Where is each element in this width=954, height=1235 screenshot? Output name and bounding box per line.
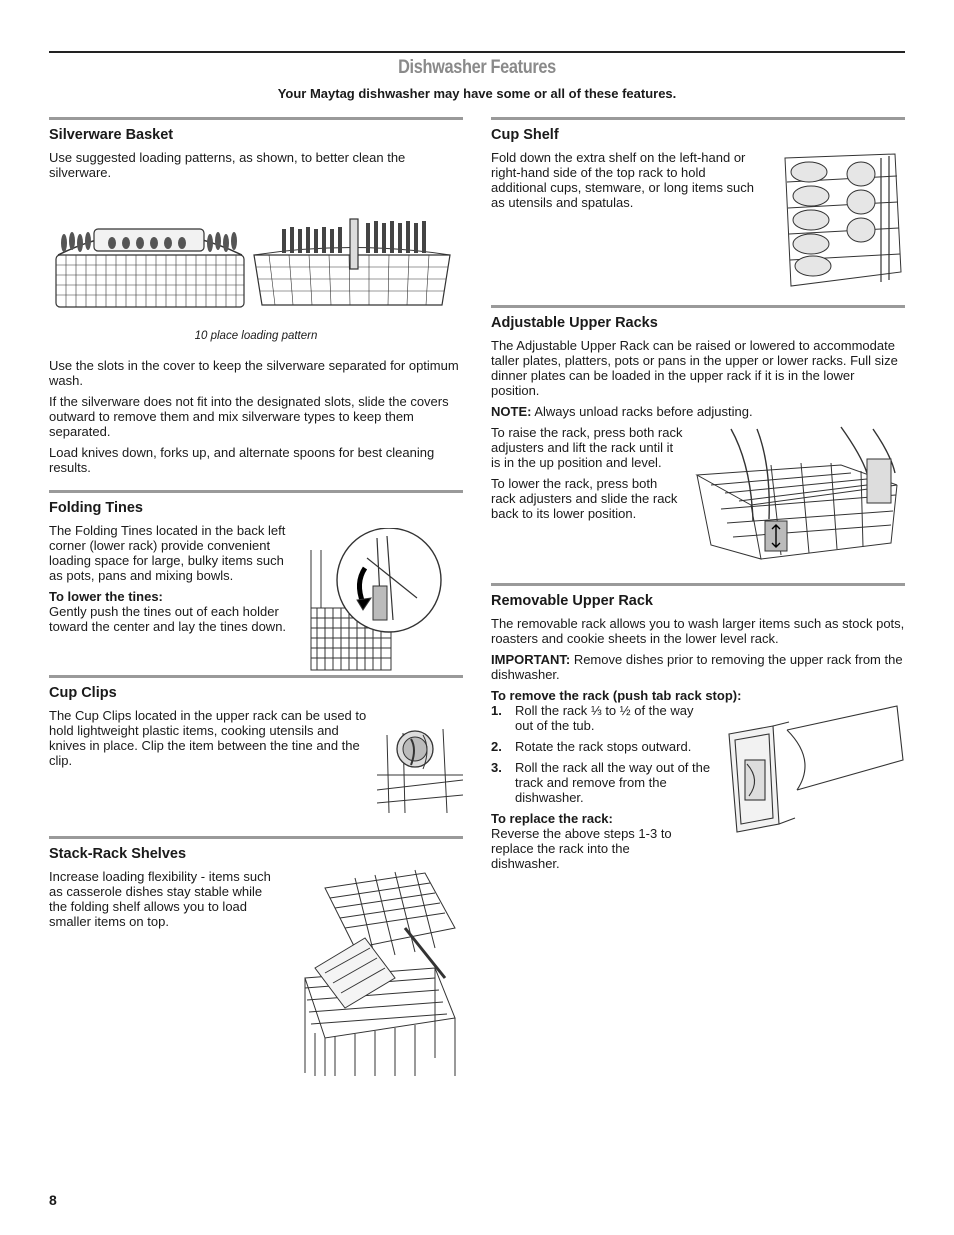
section-body: The Adjustable Upper Rack can be raised or lowered to accommodate taller plates, platters, pots or pans in the upper or lower racks. Full size dinner plates can be loaded in the upper rack if it is in the lower position.	[491, 338, 898, 398]
silverware-paragraph: Use the slots in the cover to keep the silverware separated for optimum wash.	[49, 358, 459, 388]
section-heading: Silverware Basket	[49, 127, 174, 143]
cup-clips-illustration	[377, 715, 463, 815]
note-paragraph	[491, 404, 905, 419]
step-text: Rotate the rack stops outward.	[515, 739, 692, 754]
silverware-paragraph: Load knives down, forks up, and alternate spoons for best cleaning results.	[49, 445, 435, 475]
section-rule	[491, 583, 905, 586]
note-text: Always unload racks before adjusting.	[531, 404, 753, 419]
step-item	[491, 703, 711, 733]
folding-tines-illustration	[307, 528, 457, 673]
silverware-notes	[49, 358, 463, 481]
section-rule	[491, 117, 905, 120]
raise-instruction: To raise the rack, press both rack adjusters and lift the rack until it is in the up position and level.	[491, 425, 683, 470]
replace-heading: To replace the rack:	[491, 811, 613, 826]
top-rule	[49, 51, 905, 53]
removable-rack-illustration	[727, 700, 905, 840]
important-paragraph	[491, 652, 905, 682]
section-rule	[49, 836, 463, 839]
section-body: Increase loading flexibility - items such as casserole dishes stay stable while the folding shelf allows you to load smaller items on top.	[49, 869, 271, 929]
step-number: 3.	[491, 760, 502, 775]
replace-text: Reverse the above steps 1-3 to replace the rack into the dishwasher.	[491, 826, 672, 871]
section-instruction: Gently push the tines out of each holder toward the center and lay the tines down.	[49, 604, 287, 634]
lower-instruction: To lower the rack, press both rack adjusters and slide the rack back to its lower position.	[491, 476, 678, 521]
section-rule	[49, 675, 463, 678]
section-heading: Cup Clips	[49, 685, 117, 701]
silverware-caption-block	[49, 330, 463, 342]
section-subheading: To lower the tines:	[49, 589, 163, 604]
page-number: 8	[49, 1192, 57, 1208]
step-number: 2.	[491, 739, 502, 754]
important-text: Remove dishes prior to removing the upper rack from the dishwasher.	[491, 652, 903, 682]
section-rule	[49, 117, 463, 120]
important-label: IMPORTANT:	[491, 652, 571, 667]
section-body: Use suggested loading patterns, as shown, to better clean the silverware.	[49, 150, 406, 180]
page-subtitle: Your Maytag dishwasher may have some or all of these features.	[277, 86, 677, 101]
step-text: Roll the rack ⅓ to ½ of the way out of the tub.	[515, 703, 694, 733]
page-title: Dishwasher Features	[398, 57, 556, 78]
section-body: The Cup Clips located in the upper rack can be used to hold lightweight plastic items, cooking utensils and knives in place. Clip the item between the tine and the clip.	[49, 708, 367, 768]
section-heading: Folding Tines	[49, 500, 143, 516]
section-heading: Adjustable Upper Racks	[491, 315, 658, 331]
stack-rack-illustration	[295, 868, 461, 1080]
cup-shelf-illustration	[781, 152, 905, 290]
silverware-caption: 10 place loading pattern	[194, 330, 318, 342]
section-heading: Stack-Rack Shelves	[49, 846, 187, 862]
step-number: 1.	[491, 703, 502, 718]
section-heading: Cup Shelf	[491, 127, 559, 143]
step-item	[491, 760, 711, 805]
section-body: The removable rack allows you to wash larger items such as stock pots, roasters and cookie sheets in the lower level rack.	[491, 616, 905, 646]
adjustable-rack-illustration	[691, 425, 903, 563]
section-body: The Folding Tines located in the back left corner (lower rack) provide convenient loading space for large, bulky items such as pots, pans and mixing bowls.	[49, 523, 286, 583]
section-heading: Removable Upper Rack	[491, 593, 653, 609]
silverware-basket-illustration	[54, 215, 454, 310]
step-item	[491, 739, 711, 754]
silverware-basket-section	[49, 117, 463, 186]
step-text: Roll the rack all the way out of the track and remove from the dishwasher.	[515, 760, 711, 805]
note-label: NOTE:	[491, 404, 532, 419]
remove-steps	[491, 703, 711, 805]
remove-heading: To remove the rack (push tab rack stop):	[491, 688, 742, 703]
section-body: Fold down the extra shelf on the left-hand or right-hand side of the top rack to hold additional cups, stemware, or long items such as utensils and spatulas.	[491, 150, 755, 210]
silverware-paragraph: If the silverware does not fit into the designated slots, slide the covers outward to remove them and mix silverware types to keep them separated.	[49, 394, 449, 439]
section-rule	[49, 490, 463, 493]
section-rule	[491, 305, 905, 308]
